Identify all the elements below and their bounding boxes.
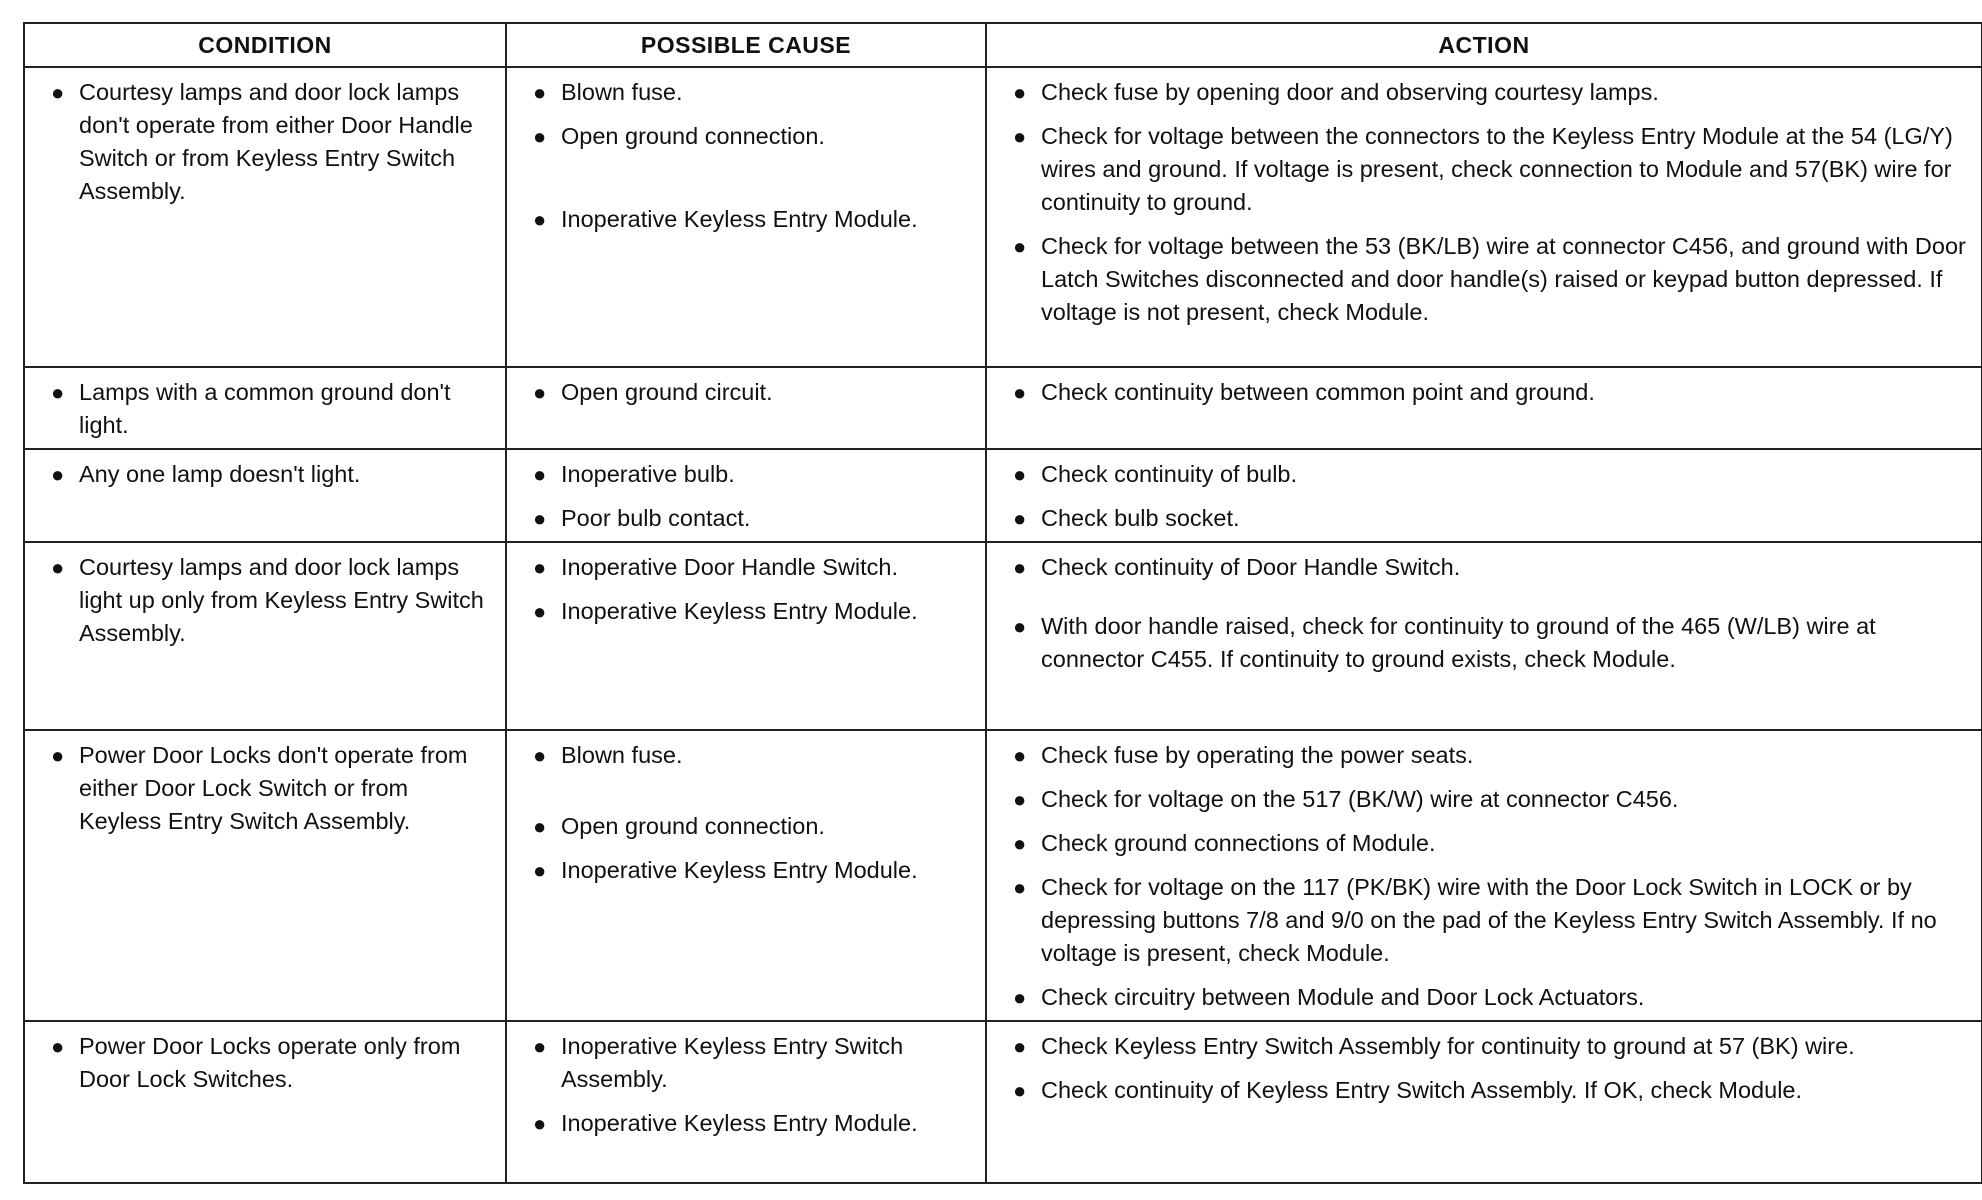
cause-item-text: Blown fuse. <box>561 742 683 768</box>
bullet-icon: ● <box>1013 985 1027 1010</box>
action-cell <box>986 67 1982 367</box>
cause-item <box>521 551 971 584</box>
cause-item-text: Inoperative Keyless Entry Module. <box>561 857 918 883</box>
cause-item <box>521 595 971 628</box>
cause-cell <box>506 367 986 449</box>
cause-item <box>521 1107 971 1140</box>
bullet-icon: ● <box>1013 80 1027 105</box>
action-item-text: Check bulb socket. <box>1041 505 1240 531</box>
action-item-text: Check fuse by operating the power seats. <box>1041 742 1474 768</box>
cause-item-text: Inoperative Keyless Entry Module. <box>561 206 918 232</box>
condition-item-text: Courtesy lamps and door lock lamps light up only from Keyless Entry Switch Assembly. <box>79 554 484 646</box>
cause-item-text: Inoperative Keyless Entry Module. <box>561 598 918 624</box>
table-body <box>24 67 1982 1183</box>
condition-item <box>39 551 491 650</box>
action-item <box>1001 230 1967 329</box>
cause-cell <box>506 449 986 542</box>
action-item <box>1001 120 1967 219</box>
action-item-text: Check continuity of bulb. <box>1041 461 1298 487</box>
cause-cell <box>506 67 986 367</box>
bullet-icon: ● <box>1013 234 1027 259</box>
bullet-icon: ● <box>533 462 547 487</box>
condition-cell <box>24 367 506 449</box>
cause-item-text: Inoperative bulb. <box>561 461 735 487</box>
cause-cell <box>506 1021 986 1183</box>
header-action: ACTION <box>986 23 1982 67</box>
condition-item <box>39 76 491 208</box>
cause-cell <box>506 730 986 1021</box>
condition-item <box>39 739 491 838</box>
cause-item <box>521 739 971 772</box>
condition-item-text: Courtesy lamps and door lock lamps don't operate from either Door Handle Switch or from Keyless Entry Switch Assembly. <box>79 79 473 204</box>
action-item-text: Check ground connections of Module. <box>1041 830 1436 856</box>
table-row <box>24 730 1982 1021</box>
action-item-text: Check for voltage between the 53 (BK/LB) wire at connector C456, and ground with Door Latch Switches disconnected and door handle(s) raised or keypad button depressed. If voltage is not present, check Module. <box>1041 233 1966 325</box>
action-item <box>1001 783 1967 816</box>
condition-item <box>39 1030 491 1096</box>
action-item <box>1001 871 1967 970</box>
condition-item-text: Lamps with a common ground don't light. <box>79 379 451 438</box>
bullet-icon: ● <box>533 506 547 531</box>
bullet-icon: ● <box>1013 831 1027 856</box>
table-row <box>24 67 1982 367</box>
action-item <box>1001 458 1967 491</box>
bullet-icon: ● <box>1013 787 1027 812</box>
bullet-icon: ● <box>51 1034 65 1059</box>
table-row <box>24 449 1982 542</box>
bullet-icon: ● <box>51 555 65 580</box>
action-item <box>1001 981 1967 1014</box>
bullet-icon: ● <box>533 380 547 405</box>
bullet-icon: ● <box>51 462 65 487</box>
bullet-icon: ● <box>1013 1078 1027 1103</box>
condition-cell <box>24 449 506 542</box>
condition-item-text: Any one lamp doesn't light. <box>79 461 361 487</box>
action-item <box>1001 76 1967 109</box>
action-item <box>1001 610 1967 676</box>
cause-item-text: Blown fuse. <box>561 79 683 105</box>
action-item-text: Check for voltage on the 517 (BK/W) wire at connector C456. <box>1041 786 1679 812</box>
header-condition: CONDITION <box>24 23 506 67</box>
action-item-text: Check for voltage between the connectors to the Keyless Entry Module at the 54 (LG/Y) wires and ground. If voltage is present, check connection to Module and 57(BK) wire for continuity to ground. <box>1041 123 1953 215</box>
action-item-text: Check circuitry between Module and Door Lock Actuators. <box>1041 984 1645 1010</box>
cause-item-text: Open ground circuit. <box>561 379 773 405</box>
cause-item <box>521 458 971 491</box>
cause-item-text: Inoperative Keyless Entry Module. <box>561 1110 918 1136</box>
bullet-icon: ● <box>51 380 65 405</box>
action-cell <box>986 1021 1982 1183</box>
action-item <box>1001 827 1967 860</box>
diagnosis-table-page <box>23 22 1982 1184</box>
bullet-icon: ● <box>533 814 547 839</box>
action-cell <box>986 367 1982 449</box>
bullet-icon: ● <box>51 80 65 105</box>
table-row <box>24 367 1982 449</box>
bullet-icon: ● <box>533 858 547 883</box>
action-item <box>1001 1074 1967 1107</box>
cause-item <box>521 120 971 153</box>
condition-cell <box>24 67 506 367</box>
condition-cell <box>24 730 506 1021</box>
action-cell <box>986 449 1982 542</box>
bullet-icon: ● <box>1013 743 1027 768</box>
bullet-icon: ● <box>533 1034 547 1059</box>
cause-item-text: Inoperative Door Handle Switch. <box>561 554 899 580</box>
action-cell <box>986 542 1982 730</box>
action-item <box>1001 1030 1967 1063</box>
action-item-text: Check Keyless Entry Switch Assembly for continuity to ground at 57 (BK) wire. <box>1041 1033 1855 1059</box>
bullet-icon: ● <box>533 743 547 768</box>
bullet-icon: ● <box>1013 124 1027 149</box>
bullet-icon: ● <box>533 599 547 624</box>
cause-item <box>521 810 971 843</box>
action-item-text: Check fuse by opening door and observing courtesy lamps. <box>1041 79 1659 105</box>
condition-item <box>39 458 491 491</box>
cause-item <box>521 376 971 409</box>
bullet-icon: ● <box>1013 1034 1027 1059</box>
cause-item <box>521 76 971 109</box>
bullet-icon: ● <box>533 124 547 149</box>
action-item <box>1001 739 1967 772</box>
bullet-icon: ● <box>1013 614 1027 639</box>
condition-cell <box>24 1021 506 1183</box>
cause-item <box>521 854 971 887</box>
condition-cell <box>24 542 506 730</box>
action-item-text: Check continuity between common point and ground. <box>1041 379 1595 405</box>
cause-item-text: Open ground connection. <box>561 123 825 149</box>
cause-item-text: Open ground connection. <box>561 813 825 839</box>
bullet-icon: ● <box>51 743 65 768</box>
table-row <box>24 542 1982 730</box>
table-row <box>24 1021 1982 1183</box>
bullet-icon: ● <box>1013 875 1027 900</box>
bullet-icon: ● <box>1013 506 1027 531</box>
bullet-icon: ● <box>1013 555 1027 580</box>
action-item <box>1001 551 1967 584</box>
action-item-text: Check for voltage on the 117 (PK/BK) wire with the Door Lock Switch in LOCK or by depressing buttons 7/8 and 9/0 on the pad of the Keyless Entry Switch Assembly. If no voltage is present, check Module. <box>1041 874 1937 966</box>
action-item-text: With door handle raised, check for continuity to ground of the 465 (W/LB) wire at connector C455. If continuity to ground exists, check Module. <box>1041 613 1876 672</box>
bullet-icon: ● <box>533 1111 547 1136</box>
bullet-icon: ● <box>1013 380 1027 405</box>
condition-item <box>39 376 491 442</box>
cause-item <box>521 1030 971 1096</box>
cause-item-text: Poor bulb contact. <box>561 505 751 531</box>
cause-cell <box>506 542 986 730</box>
bullet-icon: ● <box>533 80 547 105</box>
action-item-text: Check continuity of Keyless Entry Switch Assembly. If OK, check Module. <box>1041 1077 1803 1103</box>
cause-item-text: Inoperative Keyless Entry Switch Assembly. <box>561 1033 904 1092</box>
condition-item-text: Power Door Locks operate only from Door Lock Switches. <box>79 1033 461 1092</box>
action-item <box>1001 376 1967 409</box>
action-item-text: Check continuity of Door Handle Switch. <box>1041 554 1461 580</box>
header-row <box>24 23 1982 67</box>
header-possible-cause: POSSIBLE CAUSE <box>506 23 986 67</box>
action-item <box>1001 502 1967 535</box>
condition-item-text: Power Door Locks don't operate from either Door Lock Switch or from Keyless Entry Switch Assembly. <box>79 742 468 834</box>
cause-item <box>521 203 971 236</box>
bullet-icon: ● <box>1013 462 1027 487</box>
cause-item <box>521 502 971 535</box>
diagnosis-table <box>23 22 1982 1184</box>
bullet-icon: ● <box>533 207 547 232</box>
action-cell <box>986 730 1982 1021</box>
bullet-icon: ● <box>533 555 547 580</box>
